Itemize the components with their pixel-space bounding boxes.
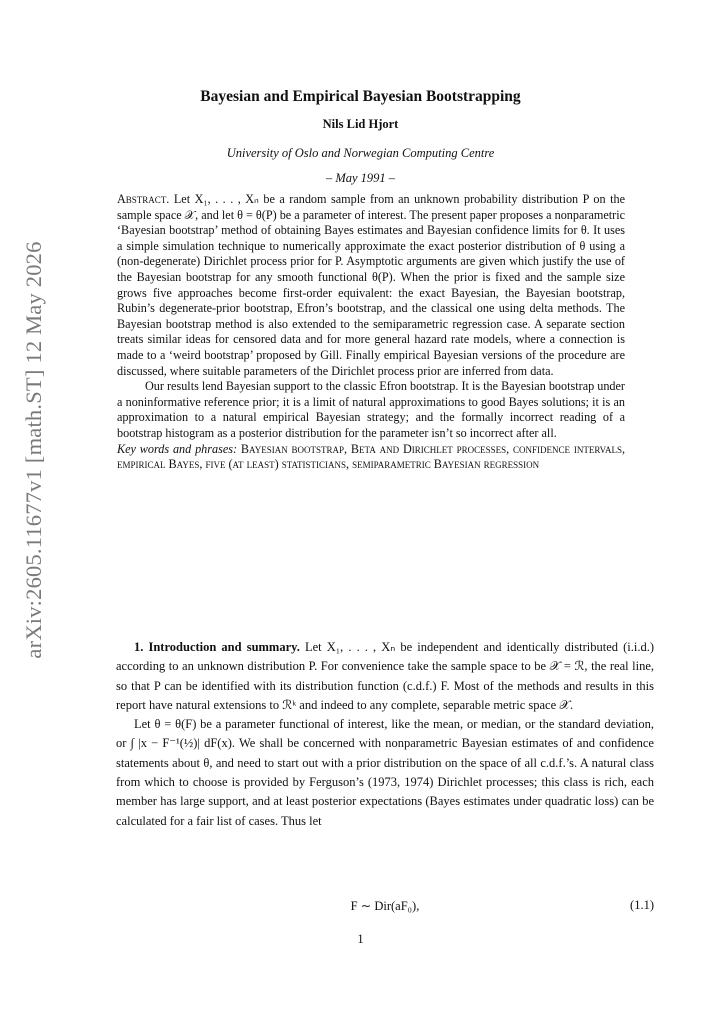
- abstract-label: Abstract.: [117, 192, 170, 206]
- author-affiliation: University of Oslo and Norwegian Computing Centre: [226, 146, 495, 160]
- equation-number: (1.1): [630, 898, 654, 912]
- paper-title: Bayesian and Empirical Bayesian Bootstrapping: [200, 88, 521, 105]
- intro-paragraph-1: [116, 638, 654, 715]
- paper-date: – May 1991 –: [325, 171, 396, 185]
- abstract-paragraph-2: Our results lend Bayesian support to the classic Efron bootstrap. It is the Bayesian bootstrap under a noninformative reference prior; it is a limit of natural approximations to good Bayes solutions; it is an approximation to a natural empirical Bayesian strategy; and the formally incorrect reading of a bootstrap histogram as a posterior distribution for the parameter isn’t so incorrect after all.: [117, 379, 625, 440]
- intro-text-1: Let X₁, . . . , Xₙ be independent and identically distributed (i.i.d.) according to an unknown distribution P. For convenience take the sample space to be 𝒳 = ℛ, the real line, so that P can be identified with its distribution function (c.d.f.) F. Most of the methods and results in this report have natural extensions to ℛᵏ and indeed to any complete, separable metric space 𝒳.: [116, 640, 655, 712]
- section-introduction: [116, 638, 654, 831]
- section-heading: 1. Introduction and summary.: [134, 640, 300, 654]
- abstract-paragraph-1: [117, 192, 625, 379]
- abstract: [117, 192, 625, 473]
- keywords-list: Bayesian bootstrap, Beta and Dirichlet processes, confidence intervals, empirical Bayes, five (at least) statisticians, semiparametric Bayesian regression: [117, 441, 626, 472]
- arxiv-sidebar-stamp: [14, 240, 54, 660]
- author-name: Nils Lid Hjort: [322, 117, 399, 131]
- intro-paragraph-2: Let θ = θ(F) be a parameter functional of interest, like the mean, or median, or the standard deviation, or ∫ |x − F⁻¹(½)| dF(x). We shall be concerned with nonparametric Bayesian estimates of and confidence statements about θ, and need to start out with a prior distribution on the space of all c.d.f.’s. A natural class from which to choose is provided by Ferguson’s (1973, 1974) Dirichlet processes; this class is rich, each member has large support, and at least posterior expectations (Bayes estimates under quadratic loss) can be calculated for a fair list of cases. Thus let: [116, 717, 654, 828]
- keywords-label: Key words and phrases:: [117, 441, 238, 456]
- abstract-text-1: Let X₁, . . . , Xₙ be a random sample from an unknown probability distribution P on the sample space 𝒳, and let θ = θ(P) be a parameter of interest. The present paper proposes a nonparametric ‘Bayesian bootstrap’ method of obtaining Bayes estimates and Bayesian confidence limits for θ. It uses a simple simulation technique to numerically approximate the exact posterior distribution of θ using a (non-degenerate) Dirichlet process prior for P. Asymptotic arguments are given which justify the use of the Bayesian bootstrap for any smooth functional θ(P). When the prior is fixed and the sample size grows five approaches become first-order equivalent: the exact Bayesian, the Bayesian bootstrap, Rubin’s degenerate-prior bootstrap, Efron’s bootstrap, and the classical one using delta methods. The Bayesian bootstrap method is also extended to the semiparametric regression case. A separate section treats similar ideas for censored data and for more general hazard rate models, where a connection is made to a ‘weird bootstrap’ proposed by Gill. Finally empirical Bayesian versions of the procedure are discussed, where suitable parameters of the Dirichlet process prior are inferred from data.: [117, 192, 625, 378]
- keywords: [117, 442, 625, 473]
- page-number: 1: [357, 932, 364, 946]
- equation-1-1: [116, 898, 654, 918]
- arxiv-identifier: arXiv:2605.11677v1 [math.ST] 12 May 2026: [21, 241, 46, 659]
- equation-body: F ∼ Dir(aF₀),: [350, 899, 420, 913]
